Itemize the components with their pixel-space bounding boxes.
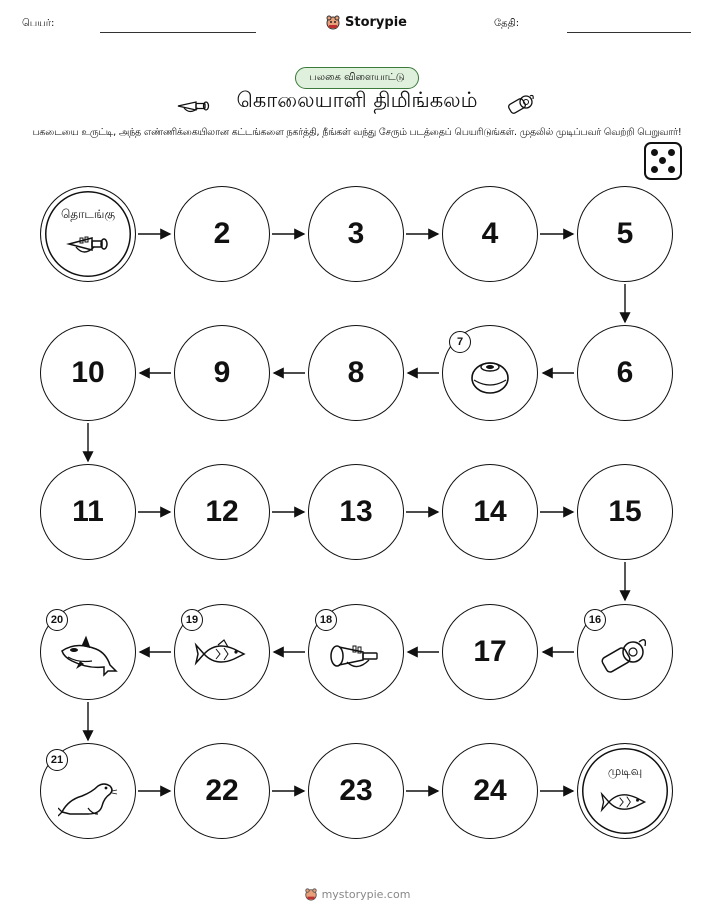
board-cell-12[interactable] — [174, 464, 270, 560]
cell-badge-7: 7 — [449, 331, 471, 353]
page-title: கொலையாளி திமிங்கலம் — [236, 88, 478, 112]
cell-number: 10 — [71, 356, 105, 389]
cell-badge-21: 21 — [46, 749, 68, 771]
cell-number: 24 — [473, 774, 507, 807]
trumpet-icon — [66, 229, 110, 259]
end-cell[interactable] — [577, 743, 673, 839]
fish-icon — [600, 788, 650, 816]
board-cell-22[interactable] — [174, 743, 270, 839]
board-cell-9[interactable] — [174, 325, 270, 421]
trumpet-icon — [329, 634, 383, 674]
cell-number: 3 — [347, 217, 365, 250]
cell-number: 6 — [616, 356, 634, 389]
bead-icon — [468, 356, 512, 396]
date-label: தேதி: — [494, 18, 520, 29]
brand-name: Storypie — [345, 14, 407, 30]
seal-icon — [58, 778, 118, 818]
board-cell-17[interactable] — [442, 604, 538, 700]
board-cell-23[interactable] — [308, 743, 404, 839]
start-cell[interactable] — [40, 186, 136, 282]
footer-site[interactable]: mystorypie.com — [321, 887, 411, 901]
cell-number: 11 — [72, 495, 104, 528]
cell-number: 8 — [347, 356, 365, 389]
board-cell-13[interactable] — [308, 464, 404, 560]
end-label: முடிவு — [607, 764, 643, 778]
cell-number: 15 — [608, 495, 642, 528]
board-cell-3[interactable] — [308, 186, 404, 282]
orca-icon — [58, 635, 118, 681]
cell-number: 4 — [481, 217, 499, 250]
game-tag-text: பலகை விளையாட்டு — [309, 72, 405, 83]
board-cell-2[interactable] — [174, 186, 270, 282]
fish-icon — [194, 639, 250, 669]
cell-badge-19: 19 — [181, 609, 203, 631]
cell-badge-16: 16 — [584, 609, 606, 631]
board-cell-6[interactable] — [577, 325, 673, 421]
whistle-icon — [599, 632, 651, 678]
board-cell-4[interactable] — [442, 186, 538, 282]
board-cell-24[interactable] — [442, 743, 538, 839]
cell-number: 23 — [339, 774, 373, 807]
footer — [0, 887, 714, 901]
board-cell-15[interactable] — [577, 464, 673, 560]
board-cell-14[interactable] — [442, 464, 538, 560]
cell-number: 13 — [339, 495, 373, 528]
cell-number: 9 — [213, 356, 231, 389]
board-cell-10[interactable] — [40, 325, 136, 421]
cell-number: 22 — [205, 774, 239, 807]
board-cell-8[interactable] — [308, 325, 404, 421]
board-cell-5[interactable] — [577, 186, 673, 282]
cell-badge-18: 18 — [315, 609, 337, 631]
cell-badge-20: 20 — [46, 609, 68, 631]
cell-number: 17 — [473, 635, 507, 668]
cell-number: 12 — [205, 495, 239, 528]
cell-number: 2 — [213, 217, 231, 250]
instructions: பகடையை உருட்டி, அந்த எண்ணிக்கையிலான கட்டங்களை நகர்த்தி, நீங்கள் வந்து சேரும் படத்தைப் பெயரிடுங்கள். முதலில் முடிப்பவர் வெற்றி பெறுவார்! — [32, 127, 682, 138]
cell-number: 14 — [473, 495, 507, 528]
start-label: தொடங்கு — [60, 207, 116, 221]
storypie-mascot-icon — [304, 887, 318, 901]
cell-number: 5 — [616, 217, 634, 250]
name-label: பெயர்: — [22, 18, 55, 29]
board-cell-11[interactable] — [40, 464, 136, 560]
